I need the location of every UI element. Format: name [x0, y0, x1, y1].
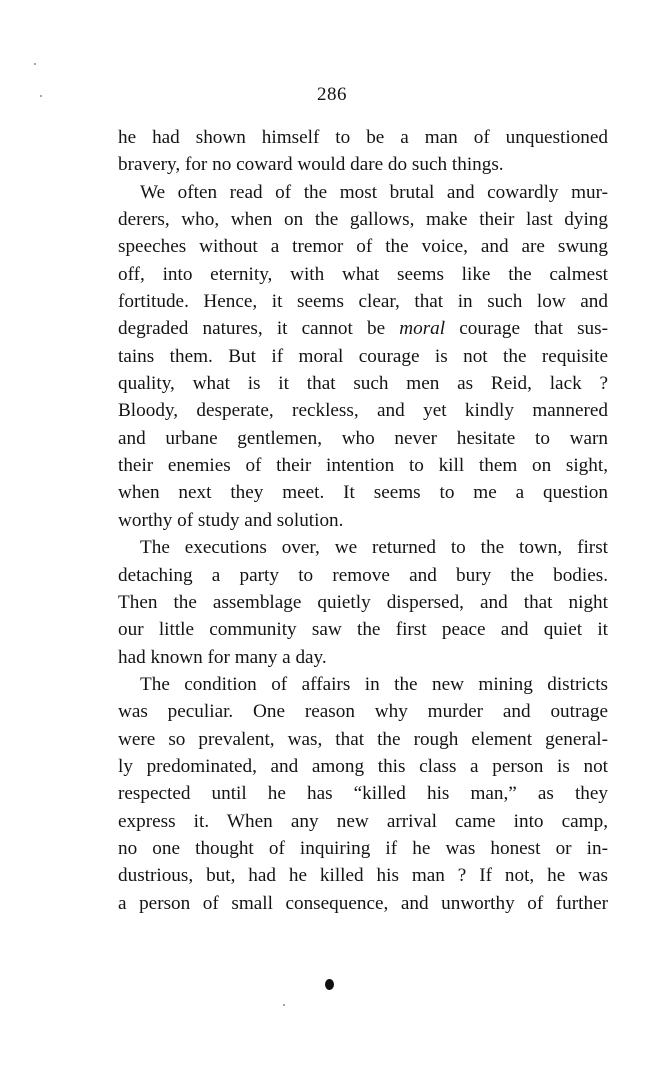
- text-line: bravery, for no coward would dare do such things.: [118, 154, 504, 176]
- paper-speck: [40, 95, 42, 97]
- paragraph-first-line: The executions over, we returned to the town, first: [140, 537, 608, 559]
- text-line: and urbane gentlemen, who never hesitate to warn: [118, 427, 608, 449]
- text-line: express it. When any new arrival came into camp,: [118, 810, 608, 832]
- page-number: 286: [317, 84, 347, 105]
- text-line: [118, 315, 608, 342]
- text-line: our little community saw the first peace and quiet it: [118, 619, 608, 641]
- text-line: ly predominated, and among this class a person is not: [118, 755, 608, 777]
- text-line: quality, what is it that such men as Reid, lack ?: [118, 373, 608, 395]
- text-line: fortitude. Hence, it seems clear, that in such low and: [118, 291, 608, 313]
- text-line: speeches without a tremor of the voice, and are swung: [118, 236, 608, 258]
- text-line: off, into eternity, with what seems like the calmest: [118, 263, 608, 285]
- text-segment: courage that sus-: [445, 318, 608, 340]
- text-line: Bloody, desperate, reckless, and yet kindly mannered: [118, 400, 608, 422]
- text-line: were so prevalent, was, that the rough element general-: [118, 728, 608, 750]
- text-line: when next they meet. It seems to me a question: [118, 482, 608, 504]
- text-line: no one thought of inquiring if he was honest or in-: [118, 837, 608, 859]
- paragraph-first-line: The condition of affairs in the new mining districts: [140, 673, 608, 695]
- text-line: he had shown himself to be a man of unquestioned: [118, 127, 608, 148]
- text-line: dustrious, but, had he killed his man ? If not, he was: [118, 865, 608, 887]
- text-line: worthy of study and solution.: [118, 509, 344, 531]
- emphasized-word: moral: [399, 318, 446, 340]
- text-line: was peculiar. One reason why murder and outrage: [118, 701, 608, 723]
- body-text: [118, 124, 608, 917]
- paper-speck: [34, 63, 36, 65]
- text-line: detaching a party to remove and bury the bodies.: [118, 564, 608, 586]
- ink-blot-mark: [325, 979, 334, 990]
- text-segment: degraded natures, it cannot be: [118, 318, 400, 340]
- text-line: respected until he has “killed his man,” as they: [118, 783, 608, 805]
- text-line: derers, who, when on the gallows, make their last dying: [118, 209, 608, 231]
- paragraph-first-line: We often read of the most brutal and cowardly mur-: [140, 181, 608, 203]
- text-line: Then the assemblage quietly dispersed, and that night: [118, 591, 608, 613]
- paper-speck: [283, 1004, 285, 1006]
- text-line: tains them. But if moral courage is not the requisite: [118, 345, 608, 367]
- text-line: had known for many a day.: [118, 646, 327, 668]
- text-line: a person of small consequence, and unworthy of further: [118, 892, 608, 914]
- text-line: their enemies of their intention to kill them on sight,: [118, 455, 608, 477]
